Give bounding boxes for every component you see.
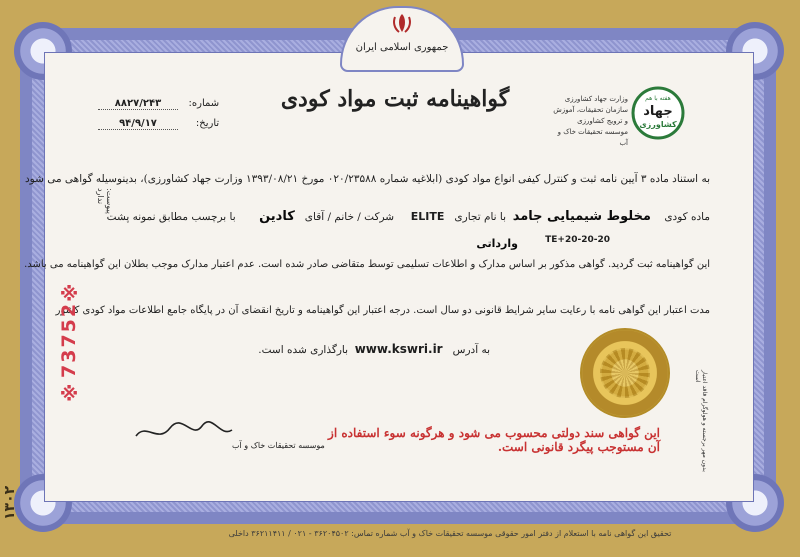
legal-warning: این گواهی سند دولتی محسوب می شود و هرگونه سوء استفاده از آن مستوجب پیگرد قانونی است.: [328, 426, 660, 454]
attachment-note: پیوست: ندارد: [96, 188, 114, 215]
top-emblem: [340, 6, 464, 72]
date-value: ۹۴/۹/۱۷: [98, 118, 178, 130]
company-label: شرکت / خانم / آقای: [304, 211, 395, 223]
body-line-5: [258, 342, 490, 357]
signature-stamp: [128, 416, 325, 452]
logo-text-top: هفته با هم: [645, 95, 671, 102]
importer-value: وارداتی: [476, 237, 518, 250]
seal-pattern: [600, 348, 650, 398]
label-note: با برچسب مطابق نمونه پشت: [106, 211, 236, 223]
product-name: مخلوط شیمیایی جامد: [512, 209, 651, 224]
company-name: کادین: [259, 209, 295, 224]
address-label: به آدرس: [452, 344, 490, 356]
bottom-verification-text: تحقیق این گواهی نامه با استعلام از دفتر امور حقوقی موسسه تحقیقات خاک و آب شماره تماس: ۳۶۲۰۴۵۰۲ - ۰۲۱ / ۳۶۲۱۱۴۱۱ داخلی: [228, 529, 672, 538]
body-line-1: به استناد ماده ۳ آیین نامه ثبت و کنترل کیفی انواع مواد کودی (ابلاغیه شماره ۰۲۰/۲۳۵۸۸ مورخ ۱۳۹۳/۰۸/۲۱ وزارت جهاد کشاورزی)، بدینوسیله گواهی می شود: [24, 173, 710, 185]
left-edge-number: ۱۳۰۲: [2, 485, 18, 520]
website-link[interactable]: www.kswri.ir: [354, 342, 443, 356]
number-label: شماره:: [188, 98, 220, 109]
material-label: ماده کودی: [664, 211, 710, 223]
date-label: تاریخ:: [195, 118, 220, 129]
hologram-seal: [580, 328, 670, 418]
signature-text: موسسه تحقیقات خاک و آب: [232, 441, 325, 450]
ministry-line: موسسه تحقیقات خاک و آب: [557, 128, 628, 147]
ministry-line: سازمان تحقیقات، آموزش و ترویج کشاورزی: [553, 106, 628, 125]
date-row: [98, 118, 219, 130]
logo-text-main: جهاد: [643, 104, 673, 119]
number-row: [98, 98, 219, 110]
uploaded-note: بارگذاری شده است.: [258, 344, 349, 356]
jihad-keshavarzi-logo: [626, 86, 690, 140]
iran-emblem-icon: [389, 12, 415, 34]
ministry-block: [548, 94, 628, 149]
ministry-line: وزارت جهاد کشاورزی: [564, 95, 628, 103]
republic-text: جمهوری اسلامی ایران: [355, 42, 449, 53]
body-line-3: این گواهینامه ثبت گردید. گواهی مذکور بر اساس مدارک و اطلاعات تسلیمی توسط متقاضی صادر شده است. عدم اعتبار مدارک موجب بطلان این گواهینامه می باشد.: [24, 259, 710, 270]
formula-value: 20-20-20+TE: [545, 235, 610, 245]
number-value: ۸۸۲۷/۲۴۳: [98, 98, 178, 110]
certificate-title: گواهینامه ثبت مواد کودی: [280, 86, 510, 112]
hologram-validity-note: بدون مهر برجسته و هولوگرام فاقد اعتبار است: [694, 370, 708, 472]
importer-line: [476, 237, 518, 251]
serial-number: ※73752※: [58, 277, 80, 402]
formula-line: [545, 232, 610, 247]
logo-text-bottom: کشاورزی: [639, 120, 677, 129]
trade-name-label: با نام تجاری: [454, 211, 507, 223]
body-line-4: مدت اعتبار این گواهی نامه با رعایت سایر شرایط قانونی دو سال است. درجه اعتبار این گواهینامه و تاریخ انقضای آن در پایگاه جامع اطلاعات مواد کودی کشور: [55, 305, 710, 316]
trade-name: ELITE: [410, 210, 445, 223]
body-line-2: [107, 210, 710, 224]
